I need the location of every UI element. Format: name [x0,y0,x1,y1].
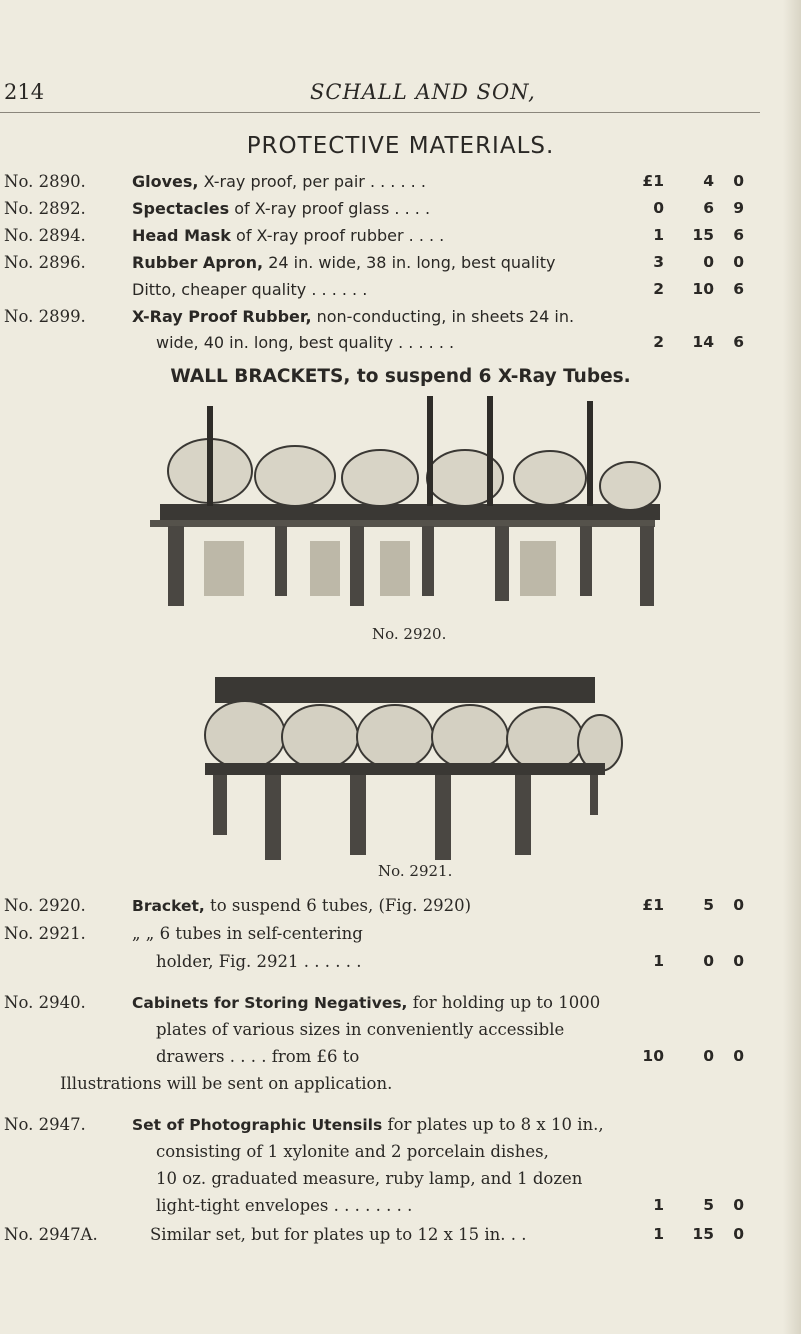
item-description: Spectacles of X-ray proof glass . . . . [132,199,431,218]
item-number: No. 2947. [4,1115,86,1134]
price-shillings: 0 [703,1047,714,1065]
item-description: „ „ 6 tubes in self-centering [132,924,363,943]
note-text: Illustrations will be sent on application. [60,1074,393,1093]
price-pence: 6 [733,280,744,298]
item-description-continued: drawers . . . . from £6 to [156,1047,360,1066]
price-pence: 0 [733,253,744,271]
item-row-2947-cont-3 [0,1196,801,1222]
item-row-2921 [0,924,801,950]
price-shillings: 0 [703,952,714,970]
price-shillings: 15 [692,226,714,244]
item-description-continued: 10 oz. graduated measure, ruby lamp, and 1 dozen [156,1169,583,1188]
section-heading-protective: PROTECTIVE MATERIALS. [246,133,555,159]
price-shillings: 5 [703,1196,714,1214]
price-pounds: 10 [642,1047,664,1065]
item-number: No. 2890. [4,172,86,191]
item-description: Similar set, but for plates up to 12 x 15 in. . . [150,1225,527,1244]
price-pounds: £1 [642,896,664,914]
price-pounds: 1 [653,1225,664,1243]
item-description: X-Ray Proof Rubber, non-conducting, in sheets 24 in. [132,307,575,326]
item-description: Ditto, cheaper quality . . . . . . [132,280,368,299]
figure-caption-2920: No. 2920. [372,625,447,643]
item-row-2947-cont-1 [0,1142,801,1168]
item-number: No. 2947A. [4,1225,98,1244]
item-row-2940 [0,993,801,1019]
item-row-2890 [0,172,801,198]
illustrations-note [0,1074,801,1100]
header-rule [0,112,760,113]
item-description-continued: consisting of 1 xylonite and 2 porcelain dishes, [156,1142,549,1161]
item-row-2899 [0,307,801,333]
wall-bracket-illustration-2920 [140,396,670,616]
item-row-2940-cont-1 [0,1020,801,1046]
item-description: Bracket, to suspend 6 tubes, (Fig. 2920) [132,896,472,915]
item-row-2921-cont [0,952,801,978]
running-header [0,80,801,110]
item-number: No. 2894. [4,226,86,245]
price-pence: 0 [733,1047,744,1065]
price-pence: 0 [733,896,744,914]
item-number: No. 2896. [4,253,86,272]
price-pounds: 2 [653,333,664,351]
price-pounds: 2 [653,280,664,298]
item-description: Set of Photographic Utensils for plates up to 8 x 10 in., [132,1115,604,1134]
item-row-2947 [0,1115,801,1141]
item-row-2899-cont [0,333,801,359]
price-shillings: 14 [692,333,714,351]
price-pence: 0 [733,952,744,970]
item-row-2947a [0,1225,801,1251]
price-shillings: 4 [703,172,714,190]
item-description-continued: wide, 40 in. long, best quality . . . . . . [156,333,455,352]
price-pence: 9 [733,199,744,217]
item-description-continued: light-tight envelopes . . . . . . . . [156,1196,413,1215]
price-pounds: 1 [653,226,664,244]
item-description-continued: plates of various sizes in conveniently accessible [156,1020,565,1039]
price-shillings: 0 [703,253,714,271]
item-row-2947-cont-2 [0,1169,801,1195]
price-pence: 6 [733,333,744,351]
self-centering-holder-illustration-2921 [185,655,625,860]
price-shillings: 10 [692,280,714,298]
item-row-2894 [0,226,801,252]
price-pounds: 1 [653,952,664,970]
item-number: No. 2920. [4,896,86,915]
price-pounds: £1 [642,172,664,190]
item-row-2920 [0,896,801,922]
item-row-ditto [0,280,801,306]
price-pounds: 1 [653,1196,664,1214]
page-number: 214 [4,80,45,104]
price-shillings: 15 [692,1225,714,1243]
item-number: No. 2940. [4,993,86,1012]
item-description: Gloves, X-ray proof, per pair . . . . . . [132,172,426,191]
item-number: No. 2899. [4,307,86,326]
running-title: SCHALL AND SON, [310,80,536,104]
figure-caption-2921: No. 2921. [378,862,453,880]
item-number: No. 2921. [4,924,86,943]
price-pounds: 3 [653,253,664,271]
price-shillings: 5 [703,896,714,914]
item-number: No. 2892. [4,199,86,218]
price-pence: 6 [733,226,744,244]
price-shillings: 6 [703,199,714,217]
item-description: Rubber Apron, 24 in. wide, 38 in. long, best quality [132,253,556,272]
item-row-2940-cont-2 [0,1047,801,1073]
price-pounds: 0 [653,199,664,217]
price-pence: 0 [733,1196,744,1214]
item-description: Cabinets for Storing Negatives, for holding up to 1000 [132,993,601,1012]
item-description: Head Mask of X-ray proof rubber . . . . [132,226,445,245]
section-heading-wall-brackets: WALL BRACKETS, to suspend 6 X-Ray Tubes. [170,366,631,387]
price-pence: 0 [733,172,744,190]
item-row-2892 [0,199,801,225]
price-pence: 0 [733,1225,744,1243]
item-description-continued: holder, Fig. 2921 . . . . . . [156,952,362,971]
item-row-2896 [0,253,801,279]
